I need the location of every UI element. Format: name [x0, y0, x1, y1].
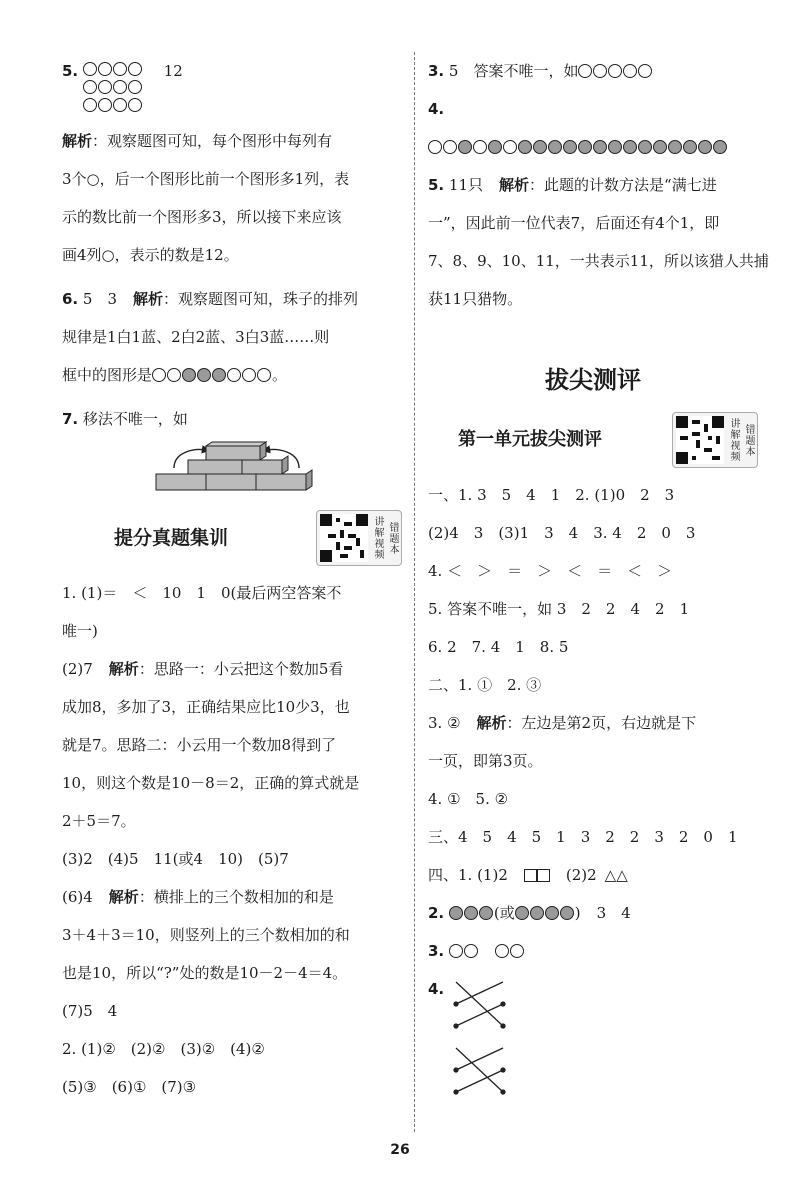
answer-line: 6. 2 7. 4 1 8. 5	[428, 638, 569, 656]
r5-analysis-line: 一”，因此前一位代表7，后面还有4个1，即	[428, 214, 720, 232]
answer-line: 2. (1)② (2)② (3)② (4)②	[62, 1040, 265, 1058]
answer-line: (2)7 解析：思路一：小云把这个数加5看	[62, 660, 344, 678]
answer-line: 三、4 5 4 5 1 3 2 2 3 2 0 1	[428, 828, 738, 846]
circle-grid-figure	[83, 60, 143, 114]
right-column	[428, 52, 769, 1090]
q5-number: 5.	[62, 62, 79, 80]
q7-line: 7. 移法不唯一，如	[62, 410, 188, 428]
answer-line: 2＋5＝7。	[62, 812, 136, 830]
answer-line: 唯一)	[62, 622, 98, 640]
answer-line: 二、1. ① 2. ③	[428, 676, 542, 694]
answer-line: 2. (或 ) 3 4	[428, 904, 631, 922]
r3-line: 3. 5 答案不唯一，如	[428, 52, 758, 90]
q5-value: 12	[163, 62, 183, 80]
q5-line	[62, 52, 402, 110]
unit-title: 第一单元拔尖测评	[458, 429, 602, 450]
answer-line: 一页，即第3页。	[428, 752, 543, 770]
answer-line: 就是7。思路二：小云用一个数加8得到了	[62, 736, 337, 754]
answer-line: 3. ② 解析：左边是第2页，右边就是下	[428, 714, 697, 732]
q5-analysis: 解析：观察题图可知，每个图形中每列有	[62, 132, 333, 150]
qr-code-badge[interactable]: 讲解视频 错题本	[672, 412, 758, 468]
answer-line: (5)③ (6)① (7)③	[62, 1078, 197, 1096]
gray-circles-figure	[428, 128, 758, 166]
matching-figure: 4.	[428, 970, 758, 1090]
column-divider	[414, 52, 415, 1132]
big-title: 拔尖测评	[545, 366, 641, 394]
answer-line: 3.	[428, 932, 758, 970]
q5-analysis-line: 3个○，后一个图形比前一个图形多1列，表	[62, 170, 350, 188]
qr-code-badge[interactable]: 讲解视频 错题本	[316, 510, 402, 566]
answer-line: (2)4 3 (3)1 3 4 3. 4 2 0 3	[428, 524, 696, 542]
q5-analysis-line: 示的数比前一个图形多3，所以接下来应该	[62, 208, 342, 226]
answer-line: 1. (1)＝ ＜ 10 1 0(最后两空答案不	[62, 584, 342, 602]
qr-code-icon	[320, 514, 368, 562]
q6-analysis-line: 规律是1白1蓝、2白2蓝、3白3蓝……则	[62, 328, 330, 346]
section-header	[62, 508, 402, 568]
qr-code-icon	[676, 416, 724, 464]
page-number: 26	[390, 1142, 410, 1158]
answer-line: (3)2 (4)5 11(或4 10) (5)7	[62, 850, 289, 868]
answer-line: 5. 答案不唯一，如 3 2 2 4 2 1	[428, 600, 690, 618]
answer-line: 成加8，多加了3，正确结果应比10少3，也	[62, 698, 350, 716]
answer-line: 4. ＜ ＞ ＝ ＞ ＜ ＝ ＜ ＞	[428, 562, 673, 580]
answer-line: 四、1. (1)2 (2)2 △△	[428, 866, 628, 884]
left-column	[62, 52, 402, 1106]
answer-line: 4. ① 5. ②	[428, 790, 509, 808]
brick-stack-figure	[62, 438, 402, 508]
r4-line: 4.	[428, 100, 445, 118]
r5-analysis-line: 7、8、9、10、11，一共表示11，所以该猎人共捕	[428, 252, 769, 270]
five-circles-figure	[578, 62, 653, 80]
answer-line: 10，则这个数是10－8＝2，正确的算式就是	[62, 774, 360, 792]
answer-line: 一、1. 3 5 4 1 2. (1)0 2 3	[428, 486, 675, 504]
q6-beads-line: 框中的图形是 。	[62, 366, 288, 384]
r5-line: 5. 11只 解析：此题的计数方法是“满七进	[428, 176, 717, 194]
q6-line: 6. 5 3 解析：观察题图可知，珠子的排列	[62, 290, 359, 308]
unit-header	[428, 410, 758, 470]
answer-line: 也是10，所以“?”处的数是10－2－4＝4。	[62, 964, 348, 982]
section-title: 提分真题集训	[114, 527, 229, 549]
r5-analysis-line: 获11只猎物。	[428, 290, 523, 308]
answer-line: (6)4 解析：横排上的三个数相加的和是	[62, 888, 334, 906]
bead-pattern-figure	[152, 366, 272, 384]
q5-analysis-line: 画4列○，表示的数是12。	[62, 246, 239, 264]
answer-line: 3＋4＋3＝10，则竖列上的三个数相加的和	[62, 926, 350, 944]
answer-line: (7)5 4	[62, 1002, 118, 1020]
